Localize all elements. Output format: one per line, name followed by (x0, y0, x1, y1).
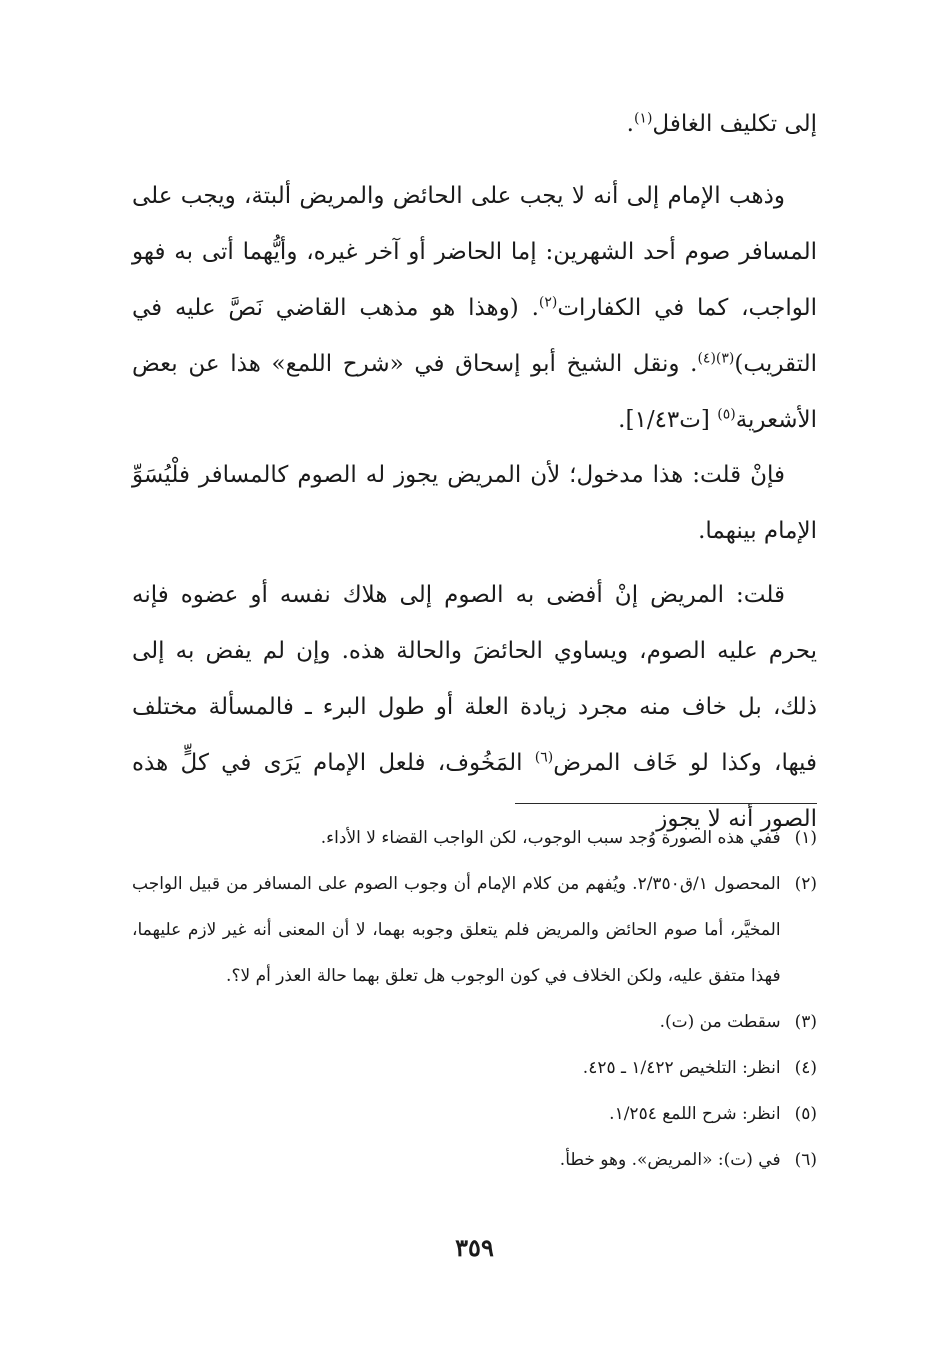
main-text-block-3 (132, 447, 817, 559)
footnote-text: انظر: شرح اللمع ١/٢٥٤. (609, 1104, 781, 1124)
main-text (132, 96, 817, 152)
paragraph-2-text-c: . ونقل الشيخ أبو إسحاق في «شرح اللمع» هذا عن بعض الأشعرية (132, 351, 817, 433)
footnote-2 (132, 861, 817, 999)
paragraph-1 (132, 96, 817, 152)
footnote-number: (١) (794, 828, 817, 848)
paragraph-1-end: . (626, 111, 634, 137)
paragraph-2-text-b: . (وهذا هو مذهب القاضي نَصَّ عليه في التقريب) (132, 295, 817, 377)
footnote-ref-2: (٢) (538, 294, 558, 311)
footnote-ref-6: (٦) (534, 749, 554, 766)
paragraph-3 (132, 447, 817, 559)
footnote-text: ففي هذه الصورة وُجد سبب الوجوب، لكن الواجب القضاء لا الأداء. (320, 828, 781, 848)
paragraph-2 (132, 168, 817, 448)
footnote-6 (132, 1137, 817, 1183)
paragraph-3-text: فإنْ قلت: هذا مدخول؛ لأن المريض يجوز له الصوم كالمسافر فلْيُسَوِّ الإمام بينهما. (132, 462, 817, 544)
footnote-number: (٢) (794, 874, 817, 894)
footnote-number: (٣) (794, 1012, 817, 1032)
footnote-text: في (ت): «المريض». وهو خطأ. (559, 1150, 781, 1170)
footnote-text: المحصول ١/ق٢/٣٥٠. ويُفهم من كلام الإمام أن وجوب الصوم على المسافر من قبيل الواجب المخيَّر، أما صوم الحائض والمريض فلم يتعلق وجوبه بهما، لا أن المعنى أنه غير لازم عليهما، فهذا متفق عليه، ولكن الخلاف في كون الوجوب هل تعلق بهما حالة العذر أم لا؟. (132, 874, 781, 986)
footnote-ref-1: (١) (633, 110, 653, 127)
footnote-3 (132, 999, 817, 1045)
footnote-text: سقطت من (ت). (659, 1012, 781, 1032)
paragraph-4-text-b: المَخُوف، فلعل الإمام يَرَى في كلٍّ هذه الصور أنه لا يجوز (132, 750, 817, 832)
footnote-number: (٥) (794, 1104, 817, 1124)
footnote-ref-3-4: (٣)(٤) (697, 350, 735, 367)
footnote-number: (٤) (794, 1058, 817, 1078)
footnotes (132, 815, 817, 1183)
footnote-ref-5: (٥) (717, 406, 736, 423)
paragraph-2-text-a: وذهب الإمام إلى أنه لا يجب على الحائض والمريض ألبتة، ويجب على المسافر صوم أحد الشهرين: إما الحاضر أو آخر غيره، وأيُّهما أتى به فهو الواجب، كما في الكفارات (132, 183, 818, 321)
footnote-number: (٦) (794, 1150, 817, 1170)
main-text-block-2 (132, 168, 817, 448)
paragraph-2-text-d: [ت١/٤٣]. (618, 407, 718, 433)
paragraph-4 (132, 567, 817, 847)
page-number: ٣٥٩ (455, 1233, 494, 1262)
footnote-separator (515, 803, 817, 804)
main-text-block-4 (132, 567, 817, 847)
footnote-1 (132, 815, 817, 861)
footnote-text: انظر: التلخيص ١/٤٢٢ ـ ٤٢٥. (582, 1058, 781, 1078)
footnote-5 (132, 1091, 817, 1137)
paragraph-4-text-a: قلت: المريض إنْ أفضى به الصوم إلى هلاك نفسه أو عضوه فإنه يحرم عليه الصوم، ويساوي الحائضَ والحالة هذه. وإن لم يفض به إلى ذلك، بل خاف منه مجرد زيادة العلة أو طول البرء ـ فالمسألة مختلف فيها، وكذا لو خَاف المرض (132, 582, 817, 776)
footnote-4 (132, 1045, 817, 1091)
paragraph-1-text: إلى تكليف الغافل (652, 111, 817, 137)
